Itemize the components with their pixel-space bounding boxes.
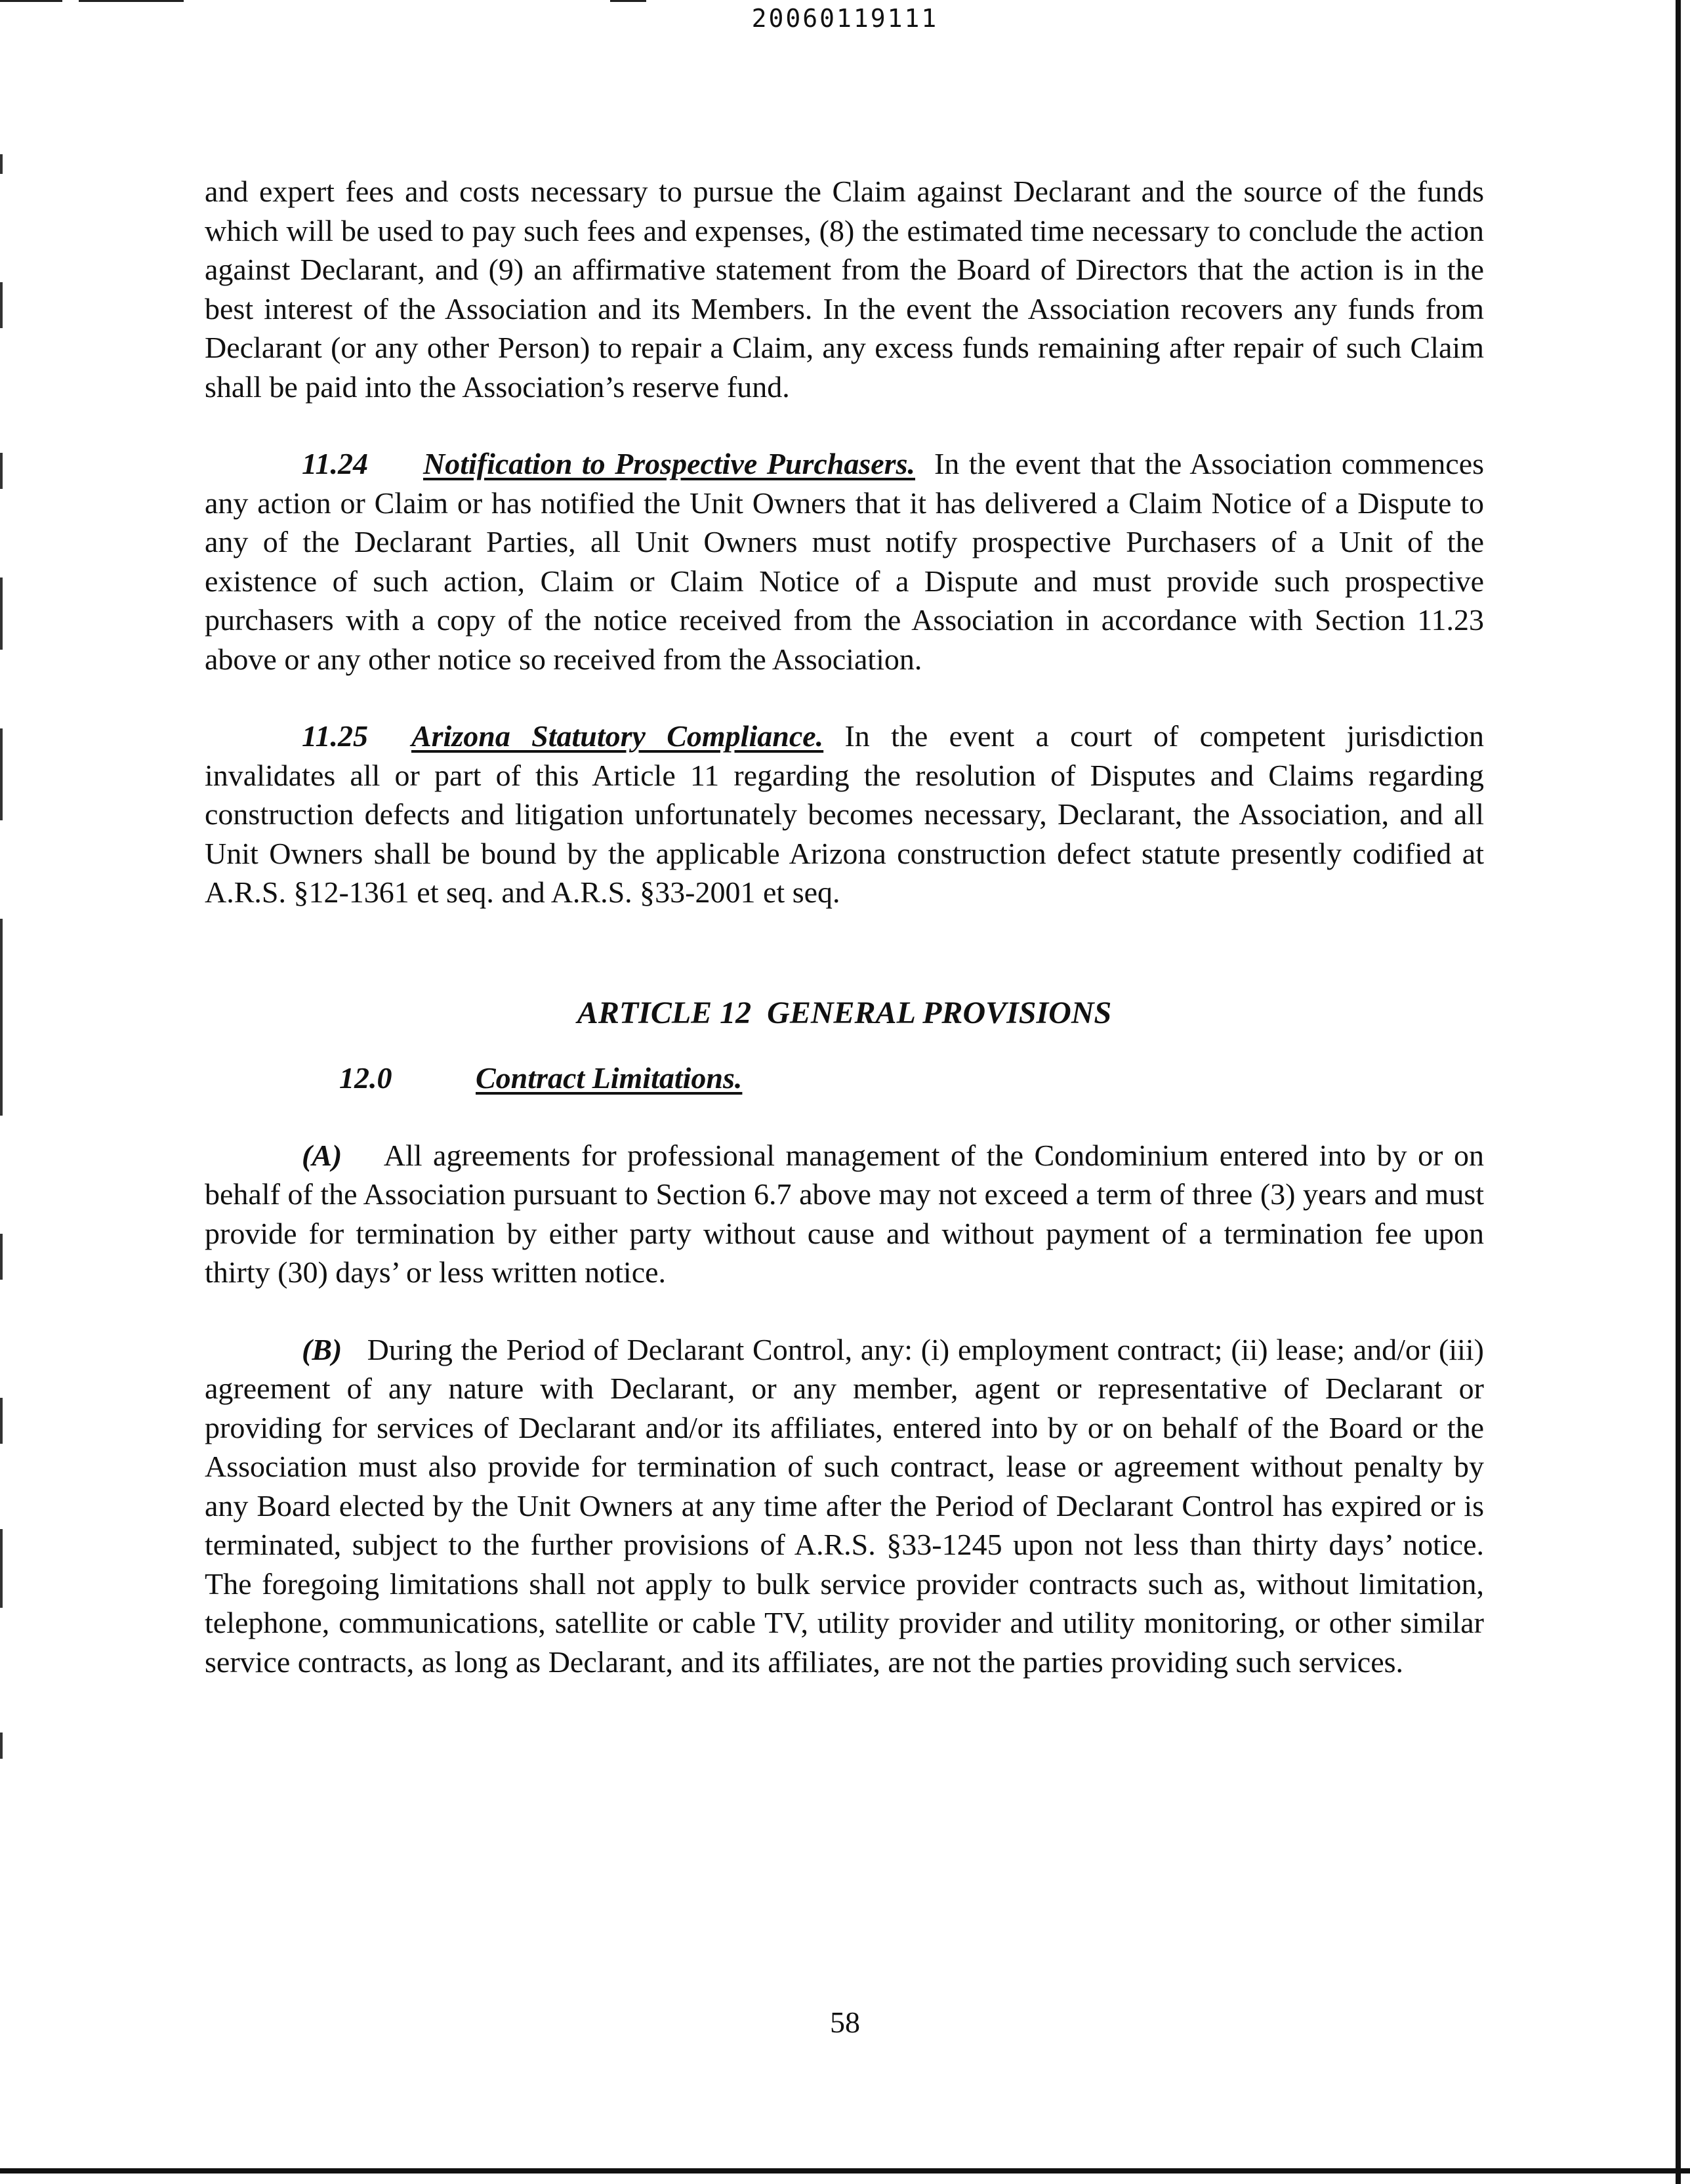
paragraph-a: [205, 1136, 1484, 1292]
page-border-bottom: [0, 2168, 1690, 2174]
scan-margin-mark: [0, 1732, 3, 1759]
document-body: [205, 172, 1484, 1681]
paragraph-body: All agreements for professional management of the Condominium entered into by or on behalf of the Association pursuant to Section 6.7 above may not exceed a term of three (3) years and must provide for termination by either party without cause and without payment of a termination fee upon thirty (30) days’ or less written notice.: [205, 1138, 1484, 1289]
scan-margin-mark: [0, 1234, 3, 1280]
section-title: Arizona Statutory Compliance.: [411, 719, 824, 753]
section-number: 12.0: [339, 1061, 392, 1095]
page-border-right: [1676, 0, 1681, 2184]
scan-top-rule-right: [610, 0, 646, 2]
section-11-24: [205, 444, 1484, 679]
paragraph-b: [205, 1330, 1484, 1682]
section-12-0-heading: [205, 1059, 1484, 1098]
page-number: 58: [830, 2006, 860, 2039]
scan-margin-mark: [0, 728, 3, 820]
scan-top-rule-left: [0, 0, 62, 2]
scan-margin-mark: [0, 154, 3, 174]
paragraph-spacer: [205, 406, 1484, 444]
section-title: Notification to Prospective Purchasers.: [422, 447, 915, 480]
recording-number: 20060119111: [751, 4, 939, 33]
section-number: 11.25: [302, 719, 368, 753]
section-body: In the event a court of competent jurisdiction invalidates all or part of this Article 11 regarding the resolution of Disputes and Claims regarding construction defects and litigation unfortunately becomes necessary, Declarant, the Association, and all Unit Owners shall be bound by the applicable Arizona construction defect statute presently codified at A.R.S. §12-1361 et seq. and A.R.S. §33-2001 et seq.: [205, 719, 1485, 909]
scan-margin-mark: [0, 919, 3, 1116]
section-title: Contract Limitations.: [476, 1061, 743, 1095]
scan-margin-mark: [0, 1398, 3, 1444]
section-body: In the event that the Association commences any action or Claim or has notified the Unit Owners that it has delivered a Claim Notice of a Dispute to any of the Declarant Parties, all Unit Owners must notify prospective Purchasers of a Unit of the existence of such action, Claim or Claim Notice of a Dispute and must provide such prospective purchasers with a copy of the notice received from the Association in accordance with Section 11.23 above or any other notice so received from the Association.: [205, 447, 1485, 676]
scan-margin-mark: [0, 578, 3, 650]
paragraph-spacer: [205, 1098, 1484, 1136]
section-number: 11.24: [302, 447, 368, 480]
paragraph-spacer: [205, 1292, 1484, 1330]
paragraph-spacer: [205, 679, 1484, 717]
paragraph-spacer: [205, 1032, 1484, 1059]
continuation-paragraph: and expert fees and costs necessary to pursue the Claim against Declarant and the source of the funds which will be used to pay such fees and expenses, (8) the estimated time necessary to conclude the action against Declarant, and (9) an affirmative statement from the Board of Directors that the action is in the best interest of the Association and its Members. In the event the Association recovers any funds from Declarant (or any other Person) to repair a Claim, any excess funds remaining after repair of such Claim shall be paid into the Association’s reserve fund.: [205, 175, 1484, 404]
scan-margin-mark: [0, 282, 3, 328]
scan-margin-mark: [0, 1529, 3, 1608]
scan-top-rule-mid: [79, 0, 184, 2]
paragraph-spacer: [205, 912, 1484, 994]
paragraph-label: (B): [302, 1332, 342, 1366]
section-11-25: [205, 717, 1484, 912]
paragraph-body: During the Period of Declarant Control, any: (i) employment contract; (ii) lease; and/or (iii) agreement of any nature with Declarant, or any member, agent or representative of Declarant or providing for services of Declarant and/or its affiliates, entered into by or on behalf of the Board or the Association must also provide for termination of such contract, lease or agreement without penalty by any Board elected by the Unit Owners at any time after the Period of Declarant Control has expired or is terminated, subject to the further provisions of A.R.S. §33-1245 upon not less than thirty days’ notice. The foregoing limitations shall not apply to bulk service provider contracts such as, without limitation, telephone, communications, satellite or cable TV, utility provider and utility monitoring, or other similar service contracts, as long as Declarant, and its affiliates, are not the parties providing such services.: [205, 1332, 1484, 1679]
paragraph-label: (A): [302, 1138, 342, 1172]
scan-margin-mark: [0, 453, 3, 489]
article-heading: ARTICLE 12 GENERAL PROVISIONS: [577, 995, 1112, 1030]
